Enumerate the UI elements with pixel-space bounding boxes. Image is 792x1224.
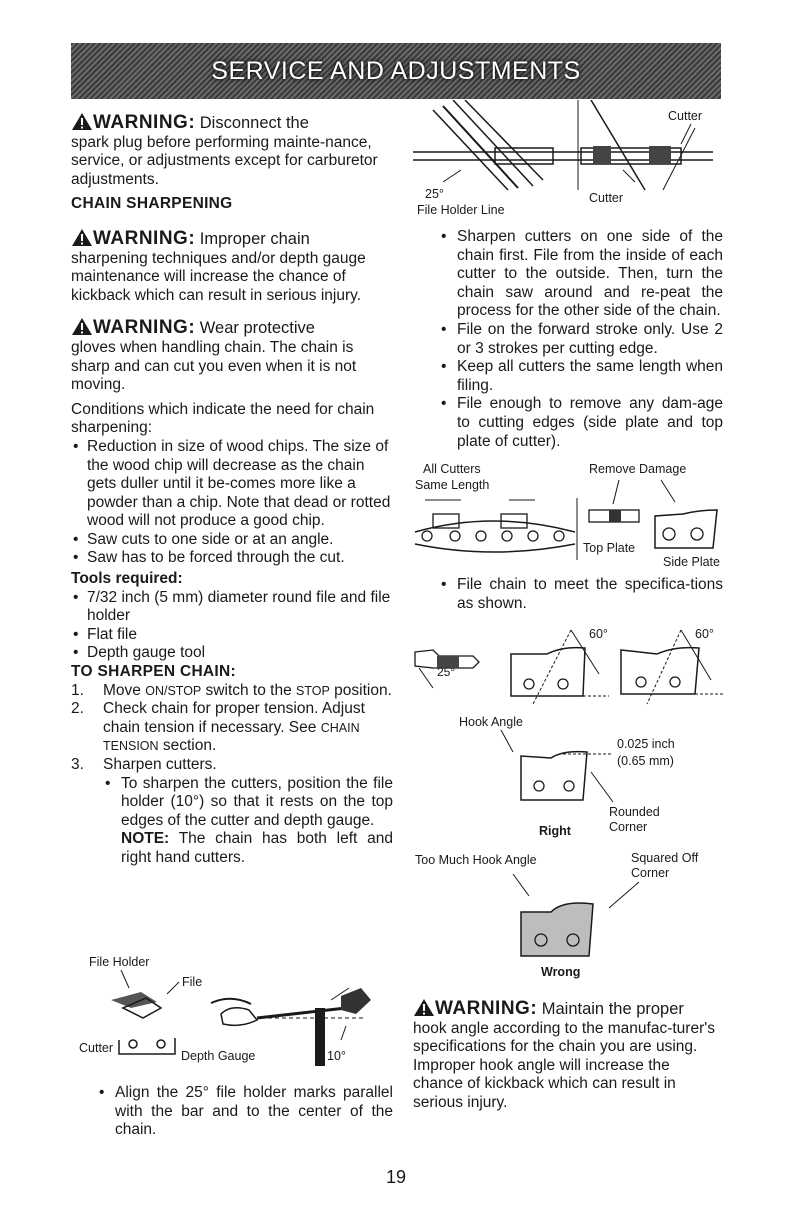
list-item: • Depth gauge tool [71, 644, 393, 663]
warning-lead: Maintain the proper [537, 1000, 684, 1018]
warning-lead: Disconnect the [195, 114, 309, 132]
warning-body: sharpening techniques and/or depth gauge maintenance will increase the chance of kickback which can result in serious injury. [71, 249, 366, 304]
warning-disconnect [71, 112, 393, 189]
chain-sharpening-heading: CHAIN SHARPENING [71, 195, 233, 213]
step-3 [71, 756, 393, 775]
file-holder-diagram [71, 948, 401, 1068]
step-number: 1. [71, 681, 84, 699]
sub-bullet [71, 775, 393, 868]
file-label: File [182, 975, 203, 989]
warning-hook-angle [413, 998, 723, 1113]
all-cutters-label: All Cutters [423, 462, 481, 476]
section-banner [71, 43, 721, 99]
list-item: • Keep all cutters the same length when filing. [413, 358, 723, 395]
switch-name: ON/STOP [145, 683, 202, 698]
step-2 [71, 700, 393, 756]
list-item: • Reduction in size of wood chips. The size of the wood chip will decrease as the chain gets duller until it be-comes more like a powder than a chip. Note that dead or rotted wood will not produce a good chip. [71, 438, 393, 531]
warning-label: WARNING: [93, 227, 196, 249]
file-holder-line-label: File Holder Line [417, 203, 505, 217]
cutter-top-label: Cutter [668, 109, 703, 123]
warning-triangle-icon [71, 317, 93, 336]
conditions-text: Conditions which indicate the need for chain sharpening: [71, 400, 375, 437]
warning-body: spark plug before performing mainte-nance, service, or adjustments except for carburetor adjustments. [71, 133, 378, 188]
top-plate-label: Top Plate [583, 541, 636, 555]
stop-label: STOP [296, 683, 330, 698]
section-title: SERVICE AND ADJUSTMENTS [211, 56, 581, 85]
right-label: Right [539, 824, 571, 838]
file-holder-figure [71, 948, 401, 1073]
warning-body: gloves when handling chain. The chain is sharp and can cut you even when it is not moving. [71, 338, 357, 394]
cutter-label: Cutter [79, 1041, 114, 1055]
hook-angle-diagram [413, 620, 725, 984]
too-much-label: Too Much Hook Angle [415, 853, 537, 867]
warning-triangle-icon [71, 228, 93, 247]
warning-triangle-icon [71, 112, 93, 131]
note-label: NOTE: [121, 830, 170, 848]
step-1 [71, 682, 393, 701]
sub-text: To sharpen the cutters, position the file holder (10°) so that it rests on the top edges of the cutter and depth gauge. [121, 774, 393, 829]
corner-label: Corner [631, 866, 670, 880]
tools-heading: Tools required: [71, 570, 183, 588]
wrong-label: Wrong [541, 965, 581, 979]
hook-angle-figure [413, 620, 725, 989]
mm-label: (0.65 mm) [617, 754, 674, 768]
cutter-label: Cutter [589, 191, 624, 205]
side-plate-label: Side Plate [663, 555, 720, 569]
right-bullets [413, 228, 723, 451]
to-sharpen-heading: TO SHARPEN CHAIN: [71, 663, 236, 681]
remove-damage-label: Remove Damage [589, 462, 687, 476]
warning-triangle-icon [413, 998, 435, 1017]
warning-label: WARNING: [93, 317, 196, 339]
align-bullet-wrap [71, 1084, 393, 1140]
list-item: • Sharpen cutters on one side of the chain first. File from the inside of each cutter to the outside. Then, turn the chain saw around and re-peat the process for the other side of the chain. [413, 228, 723, 321]
depth-gauge-label: Depth Gauge [181, 1049, 256, 1063]
cutter-length-figure [413, 460, 725, 579]
step-text: position. [329, 681, 392, 699]
warning-gloves [71, 317, 393, 394]
step-text: Move [103, 681, 146, 699]
right-bullet-5 [413, 576, 723, 613]
page-number: 19 [385, 1167, 407, 1187]
list-item: • Saw has to be forced through the cut. [71, 549, 393, 568]
inch-label: 0.025 inch [617, 737, 675, 751]
warning-lead: Improper chain [195, 229, 310, 248]
angle-25-label: 25° [425, 187, 444, 201]
step-text: Sharpen cutters. [103, 756, 217, 773]
angle-25-label: 25° [437, 665, 456, 679]
angle-60-label: 60° [589, 627, 608, 641]
chain-angle-figure [413, 100, 725, 225]
list-item: • Saw cuts to one side or at an angle. [71, 531, 393, 550]
hook-angle-label: Hook Angle [459, 715, 523, 729]
list-item: • Flat file [71, 626, 393, 645]
cutter-length-diagram [413, 460, 725, 574]
squared-label: Squared Off [631, 851, 699, 865]
list-item: • File on the forward stroke only. Use 2 or 3 strokes per cutting edge. [413, 321, 723, 358]
step-text: section. [158, 737, 217, 755]
list-item: • 7/32 inch (5 mm) diameter round file and file holder [71, 589, 393, 626]
warning-label: WARNING: [435, 998, 538, 1019]
warning-label: WARNING: [93, 112, 196, 133]
note-text: The chain has both left and right hand cutters. [121, 830, 393, 866]
rounded-label: Rounded [609, 805, 660, 819]
step-number: 3. [71, 756, 84, 773]
warning-body: hook angle according to the manufac-turer's specifications for the chain you are using. Improper hook angle will increase the chance of kickback which can result in serious injury. [413, 1019, 715, 1111]
chain-angle-diagram [413, 100, 725, 220]
left-column [71, 112, 393, 868]
list-item: • File enough to remove any dam-age to cutting edges (side plate and top plate of cutter). [413, 395, 723, 451]
step-number: 2. [71, 700, 84, 718]
step-text: switch to the [201, 681, 297, 699]
file-holder-label: File Holder [89, 955, 150, 969]
list-item: • Align the 25° file holder marks parallel with the bar and to the center of the chain. [71, 1084, 393, 1140]
angle-60-label: 60° [695, 627, 714, 641]
step-text: Check chain for proper tension. Adjust chain tension if necessary. See [103, 700, 365, 736]
same-length-label: Same Length [415, 478, 490, 492]
warning-lead: Wear protective [195, 319, 315, 338]
angle-label: 10° [327, 1049, 346, 1063]
warning-improper [71, 228, 393, 305]
section-ref: CHAIN TENSION [103, 720, 360, 754]
list-item: • File chain to meet the specifica-tions as shown. [413, 576, 723, 613]
corner-label: Corner [609, 820, 648, 834]
